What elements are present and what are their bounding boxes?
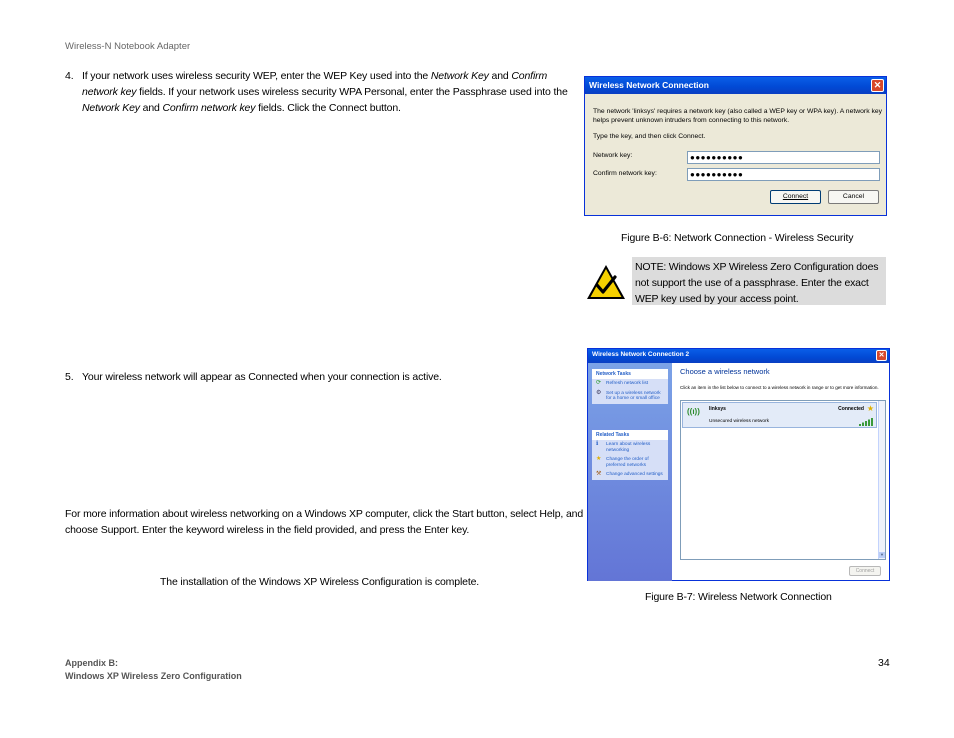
figure-b7-caption: Figure B-7: Wireless Network Connection [645,591,832,603]
wireless-security-dialog [584,76,887,216]
info-icon: ℹ [596,441,599,447]
info-paragraph: For more information about wireless networking on a Windows XP computer, click the Start button, select Help, and choose Support. Enter the keyword wireless in the field provided, and press the Enter key. [65,508,584,536]
preferred-star-icon: ★ [866,404,874,413]
star-icon: ★ [596,456,602,462]
dialog-titlebar [588,349,889,363]
footer [65,657,242,683]
step-4-text [82,68,570,116]
task-sidebar [588,363,672,581]
change-advanced-settings-link[interactable]: ⚒ Change advanced settings [596,471,663,477]
change-order-link[interactable]: ★ Change the order of preferred networks [596,456,649,468]
setup-wireless-network-link[interactable]: ⚙ Set up a wireless network for a home or small office [596,389,661,401]
field-name-emphasis: Network Key [430,70,489,82]
connect-button[interactable]: Connect [770,190,821,204]
dialog-instruction: Type the key, and then click Connect. [593,133,706,140]
network-security: Unsecured wireless network [709,419,769,424]
network-list-area [672,363,889,580]
wireless-antenna-icon: ((ı)) [687,407,700,416]
chevron-down-icon[interactable]: ▼ [880,552,884,557]
dialog-title: Wireless Network Connection 2 [592,351,690,358]
note-box: NOTE: Windows XP Wireless Zero Configuration does not support the use of a passphrase. Enter the exact WEP key used by your access point. [632,257,886,305]
connect-button[interactable]: Connect [849,566,881,576]
step-4-number: 4. [65,70,74,82]
confirm-key-field[interactable]: ●●●●●●●●●● [687,168,880,181]
refresh-network-list-link[interactable]: ⟳ Refresh network list [596,380,649,386]
dialog-message: The network 'linksys' requires a network key (also called a WEP key or WPA key). A network key helps prevent unknown intruders from connecting to this network. [593,108,883,124]
step-4-segment: and [488,70,512,82]
footer-line-1: Appendix B: [65,658,118,668]
checkmark-warning-icon [586,264,626,300]
network-listbox[interactable] [680,400,886,560]
learn-wireless-link[interactable]: ℹ Learn about wireless networking [596,441,651,453]
settings-icon: ⚒ [596,471,602,477]
page-number: 34 [878,657,890,669]
vertical-scrollbar[interactable] [878,401,885,559]
choose-network-description: Click an item in the list below to connect to a wireless network in range or to get more information. [680,385,879,390]
footer-line-2: Windows XP Wireless Zero Configuration [65,671,242,681]
step-4 [65,68,570,116]
step-5-number: 5. [65,371,74,383]
step-5 [65,369,442,385]
network-status: Connected [838,406,864,412]
complete-text: The installation of the Windows XP Wireless Configuration is complete. [160,576,480,588]
network-tasks-header: Network Tasks [592,369,668,379]
figure-b6-caption: Figure B-6: Network Connection - Wireless Security [621,232,854,244]
field-name-emphasis: Network Key [82,102,140,114]
step-4-segment: fields. If your network uses wireless security WPA Personal, enter the Passphrase used into the [136,86,568,98]
signal-strength-icon [859,418,873,426]
network-name: linksys [709,406,726,412]
step-4-segment: If your network uses wireless security WEP, enter the WEP Key used into the [82,70,431,82]
field-name-emphasis: Confirm network key [162,102,256,114]
step-4-segment: and [139,102,163,114]
close-icon[interactable]: ✕ [871,79,884,92]
step-4-segment: fields. Click the Connect button. [255,102,401,114]
network-tasks-panel [592,369,668,404]
network-key-label: Network key: [593,152,633,159]
confirm-key-label: Confirm network key: [593,170,657,177]
choose-network-heading: Choose a wireless network [680,367,770,376]
cancel-button[interactable]: Cancel [828,190,879,204]
running-header: Wireless-N Notebook Adapter [65,41,191,52]
wireless-network-connection-dialog [587,348,890,581]
related-tasks-header: Related Tasks [592,430,668,440]
network-item-linksys[interactable] [682,402,877,428]
related-tasks-panel [592,430,668,480]
field-name-emphasis: Confirm network key [82,70,548,98]
dialog-titlebar [585,77,886,94]
close-icon[interactable]: ✕ [876,350,887,361]
dialog-title: Wireless Network Connection [589,80,709,90]
refresh-icon: ⟳ [596,380,602,386]
step-5-text: Your wireless network will appear as Connected when your connection is active. [82,371,442,383]
network-key-field[interactable]: ●●●●●●●●●● [687,151,880,164]
setup-network-icon: ⚙ [596,389,602,396]
